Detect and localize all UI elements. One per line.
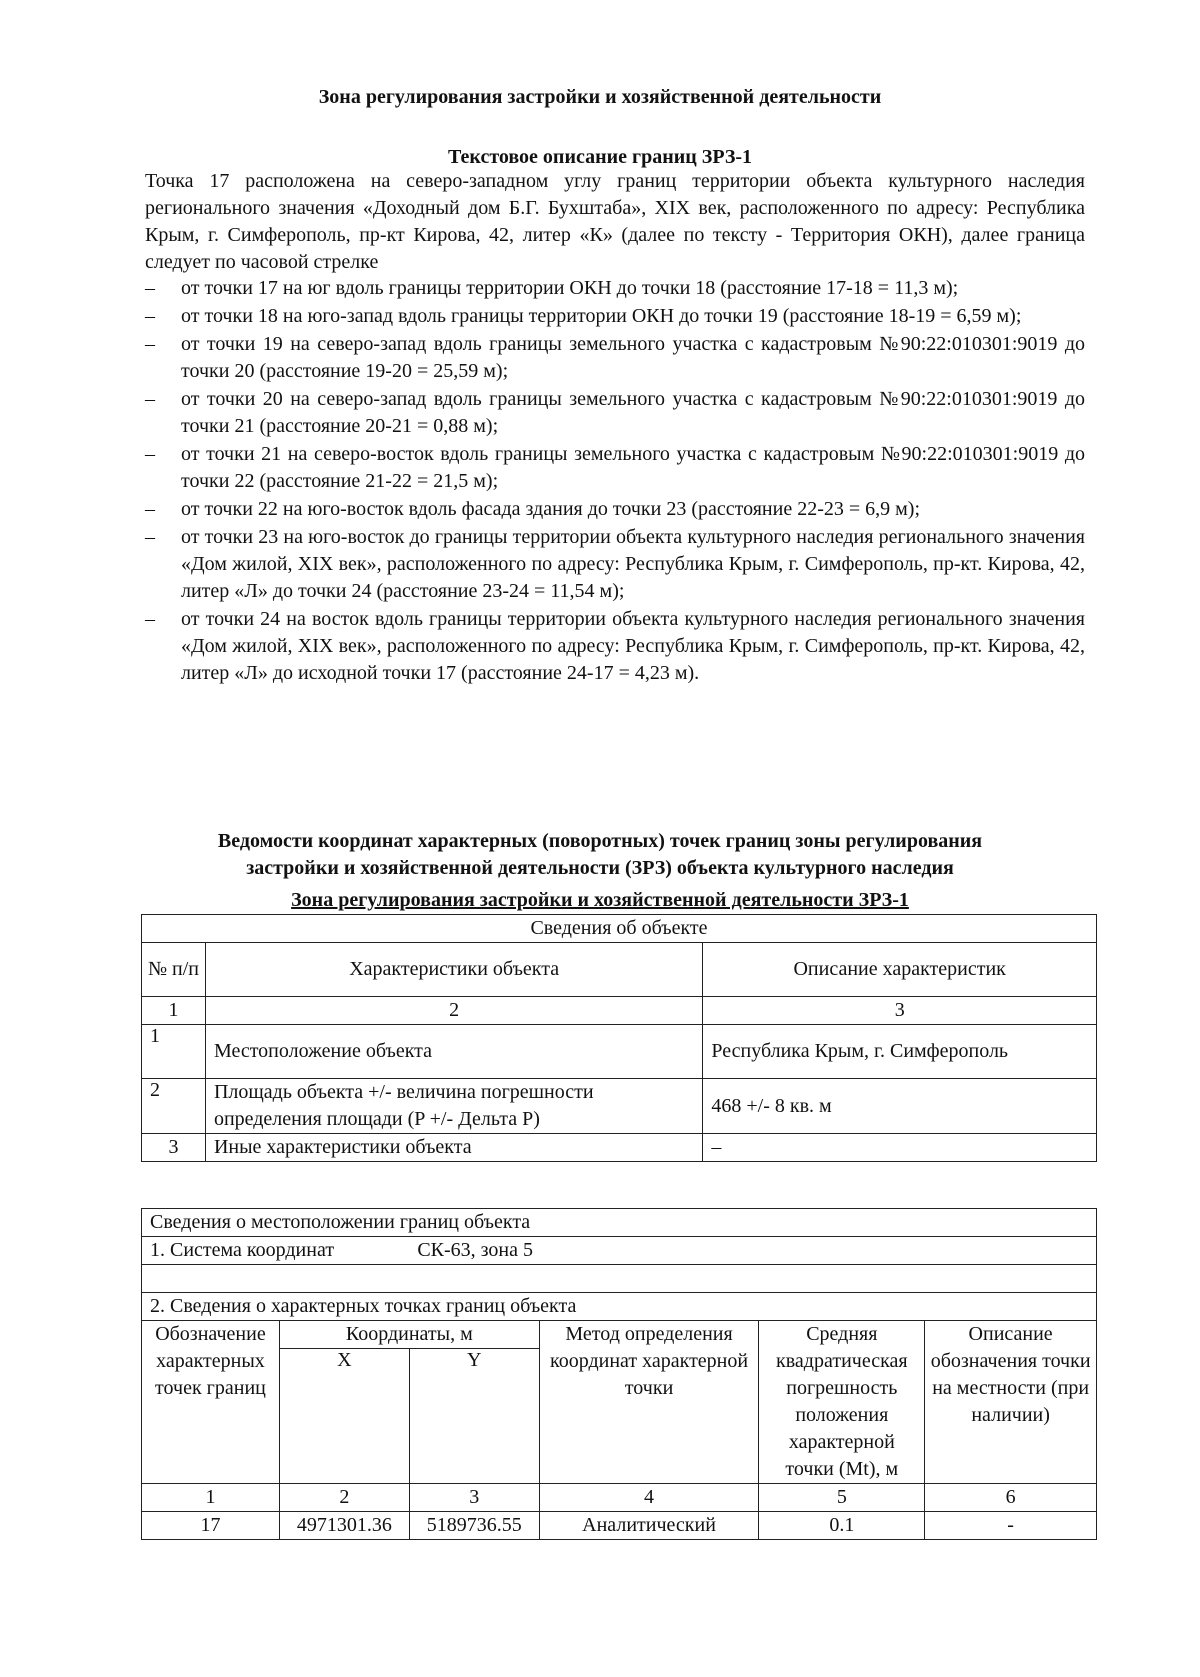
dash-marker: – <box>145 388 155 410</box>
table-header: Описание характеристик <box>703 943 1097 997</box>
list-item: – от точки 20 на северо-запад вдоль границы земельного участка с кадастровым №90:22:010301:9019 до точки 21 (расстояние 20-21 = 0,88 м); <box>145 388 1085 437</box>
table-header: Характеристики объекта <box>205 943 702 997</box>
column-number: 4 <box>539 1484 759 1512</box>
column-number: 5 <box>759 1484 925 1512</box>
table-header: Обозначение характерных точек границ <box>142 1321 280 1484</box>
dash-marker: – <box>145 526 155 548</box>
page-heading: Зона регулирования застройки и хозяйственной деятельности <box>318 86 882 108</box>
table-header: Описание обозначения точки на местности (при наличии) <box>925 1321 1097 1484</box>
table-row: 2 Площадь объекта +/- величина погрешности определения площади (P +/- Дельта P) 468 +/- 8 кв. м <box>142 1079 1097 1134</box>
table-row: 3 Иные характеристики объекта – <box>142 1134 1097 1162</box>
table-row: 1 Местоположение объекта Республика Крым, г. Симферополь <box>142 1025 1097 1079</box>
list-item: – от точки 18 на юго-запад вдоль границы территории ОКН до точки 19 (расстояние 18-19 = 6,59 м); <box>145 303 1085 330</box>
table-title: Сведения о местоположении границ объекта <box>142 1209 1097 1237</box>
coordinates-statement-title: Ведомости координат характерных (поворотных) точек границ зоны регулирования застройки и хозяйственной деятельности (ЗРЗ) объекта культурного наследия <box>217 830 983 879</box>
table-header: Y <box>409 1349 539 1484</box>
intro-paragraph: Точка 17 расположена на северо-западном углу границ территории объекта культурного наследия регионального значения «Доходный дом Б.Г. Бухштаба», XIX век, расположенного по адресу: Республика Крым, г. Симферополь, пр-кт Кирова, 42, литер «К» (далее по тексту - Территория ОКН), далее граница следует по часовой стрелке <box>145 170 1085 273</box>
table-row: 17 4971301.36 5189736.55 Аналитический 0.1 - <box>142 1512 1097 1540</box>
table-title: Сведения об объекте <box>142 915 1097 943</box>
dash-marker: – <box>145 443 155 465</box>
column-number: 2 <box>279 1484 409 1512</box>
column-number: 1 <box>142 1484 280 1512</box>
list-item: – от точки 21 на северо-восток вдоль границы земельного участка с кадастровым №90:22:010301:9019 до точки 22 (расстояние 21-22 = 21,5 м); <box>145 443 1085 492</box>
table-header: Средняя квадратическая погрешность положения характерной точки (Mt), м <box>759 1321 925 1484</box>
coord-system-value: СК-63, зона 5 <box>409 1237 1096 1265</box>
column-number: 3 <box>703 997 1097 1025</box>
boundary-location-table <box>141 1208 1097 1540</box>
table-header: X <box>279 1349 409 1484</box>
column-number: 1 <box>142 997 206 1025</box>
dash-marker: – <box>145 305 155 327</box>
dash-marker: – <box>145 333 155 355</box>
list-item: – от точки 22 на юго-восток вдоль фасада здания до точки 23 (расстояние 22-23 = 6,9 м); <box>145 496 1085 523</box>
column-number: 2 <box>205 997 702 1025</box>
table-header: Координаты, м <box>279 1321 539 1349</box>
points-title: 2. Сведения о характерных точках границ объекта <box>142 1293 1097 1321</box>
coord-system-label: 1. Система координат <box>142 1237 410 1265</box>
column-number: 3 <box>409 1484 539 1512</box>
empty-row <box>142 1265 1097 1293</box>
list-item: – от точки 24 на восток вдоль границы территории объекта культурного наследия регионального значения «Дом жилой, XIX век», расположенного по адресу: Республика Крым, г. Симферополь, пр-кт. Кирова, 42, литер «Л» до исходной точки 17 (расстояние 24-17 = 4,23 м). <box>145 608 1085 684</box>
list-item: – от точки 19 на северо-запад вдоль границы земельного участка с кадастровым №90:22:010301:9019 до точки 20 (расстояние 19-20 = 25,59 м); <box>145 333 1085 382</box>
page-subheading: Текстовое описание границ ЗРЗ-1 <box>447 146 753 168</box>
boundary-list <box>145 275 1085 688</box>
list-item: – от точки 23 на юго-восток до границы территории объекта культурного наследия регионального значения «Дом жилой, XIX век», расположенного по адресу: Республика Крым, г. Симферополь, пр-кт. Кирова, 42, литер «Л» до точки 24 (расстояние 23-24 = 11,54 м); <box>145 526 1085 602</box>
column-number: 6 <box>925 1484 1097 1512</box>
table-header: Метод определения координат характерной точки <box>539 1321 759 1484</box>
dash-marker: – <box>145 608 155 630</box>
dash-marker: – <box>145 498 155 520</box>
table-header: № п/п <box>142 943 206 997</box>
zone-title: Зона регулирования застройки и хозяйственной деятельности ЗРЗ-1 <box>291 889 909 911</box>
object-info-table <box>141 914 1097 1162</box>
dash-marker: – <box>145 277 155 299</box>
list-item: – от точки 17 на юг вдоль границы территории ОКН до точки 18 (расстояние 17-18 = 11,3 м); <box>145 275 1085 302</box>
